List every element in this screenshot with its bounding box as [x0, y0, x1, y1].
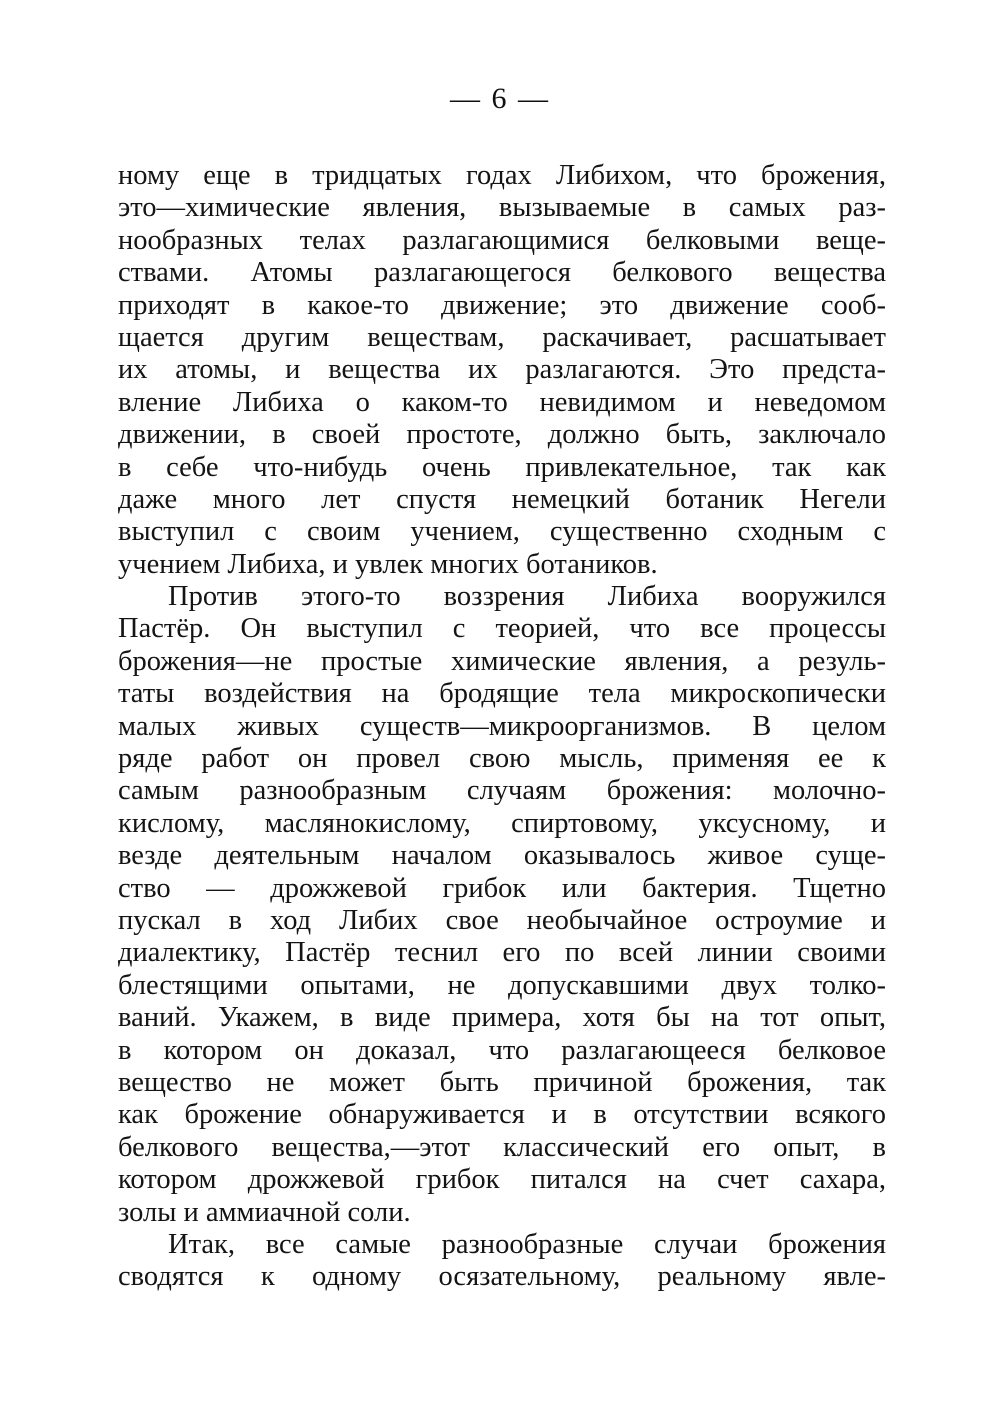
- text-line: котором дрожжевой грибок питался на счет сахара,: [118, 1164, 886, 1196]
- text-line: даже много лет спустя немецкий ботаник Негели: [118, 483, 886, 515]
- body-text: [118, 160, 886, 1294]
- text-line: ному еще в тридцатых годах Либихом, что брожения,: [118, 160, 886, 191]
- text-line: ствами. Атомы разлагающегося белкового вещества: [118, 257, 886, 289]
- text-line: пускал в ход Либих свое необычайное остроумие и: [118, 904, 886, 936]
- text-line: ваний. Укажем, в виде примера, хотя бы на тот опыт,: [118, 1002, 886, 1034]
- text-line: Итак, все самые разнообразные случаи брожения: [168, 1228, 886, 1260]
- text-line: везде деятельным началом оказывалось живое суще-: [118, 840, 886, 872]
- text-line: вещество не может быть причиной брожения, так: [118, 1066, 886, 1098]
- text-line: движении, в своей простоте, должно быть, заключало: [118, 419, 886, 451]
- text-line: диалектику, Пастёр теснил его по всей линии своими: [118, 937, 886, 969]
- text-line: сводятся к одному осязательному, реальному явле-: [118, 1261, 886, 1293]
- text-line: ряде работ он провел свою мысль, применяя ее к: [118, 743, 886, 775]
- text-line: учением Либиха, и увлек многих ботаников.: [118, 548, 658, 580]
- text-line: брожения—не простые химические явления, а резуль-: [118, 645, 886, 677]
- text-line: приходят в какое-то движение; это движение сооб-: [118, 289, 886, 321]
- text-line: блестящими опытами, не допускавшими двух толко-: [118, 969, 886, 1001]
- text-line: щается другим веществам, раскачивает, расшатывает: [118, 321, 886, 353]
- text-line: малых живых существ—микроорганизмов. В целом: [118, 710, 886, 742]
- text-line: в себе что-нибудь очень привлекательное, так как: [118, 451, 886, 483]
- text-line: их атомы, и вещества их разлагаются. Это предста-: [118, 354, 886, 386]
- text-line: белкового вещества,—этот классический его опыт, в: [118, 1131, 886, 1163]
- text-line: Против этого-то воззрения Либиха вооружился: [168, 581, 886, 613]
- text-line: самым разнообразным случаям брожения: молочно-: [118, 775, 886, 807]
- text-line: вление Либиха о каком-то невидимом и неведомом: [118, 386, 886, 418]
- text-line: ство — дрожжевой грибок или бактерия. Тщетно: [118, 872, 886, 904]
- page-number: — 6 —: [450, 82, 550, 115]
- text-line: как брожение обнаруживается и в отсутствии всякого: [118, 1099, 886, 1131]
- text-line: золы и аммиачной соли.: [118, 1196, 411, 1228]
- text-line: нообразных телах разлагающимися белковыми веще-: [118, 224, 886, 256]
- text-line: таты воздействия на бродящие тела микроскопически: [118, 678, 886, 710]
- text-line: Пастёр. Он выступил с теорией, что все процессы: [118, 613, 886, 645]
- text-line: кислому, маслянокислому, спиртовому, уксусному, и: [118, 807, 886, 839]
- text-line: в котором он доказал, что разлагающееся белковое: [118, 1034, 886, 1066]
- text-line: выступил с своим учением, существенно сходным с: [118, 516, 886, 548]
- text-line: это—химические явления, вызываемые в самых раз-: [118, 192, 886, 224]
